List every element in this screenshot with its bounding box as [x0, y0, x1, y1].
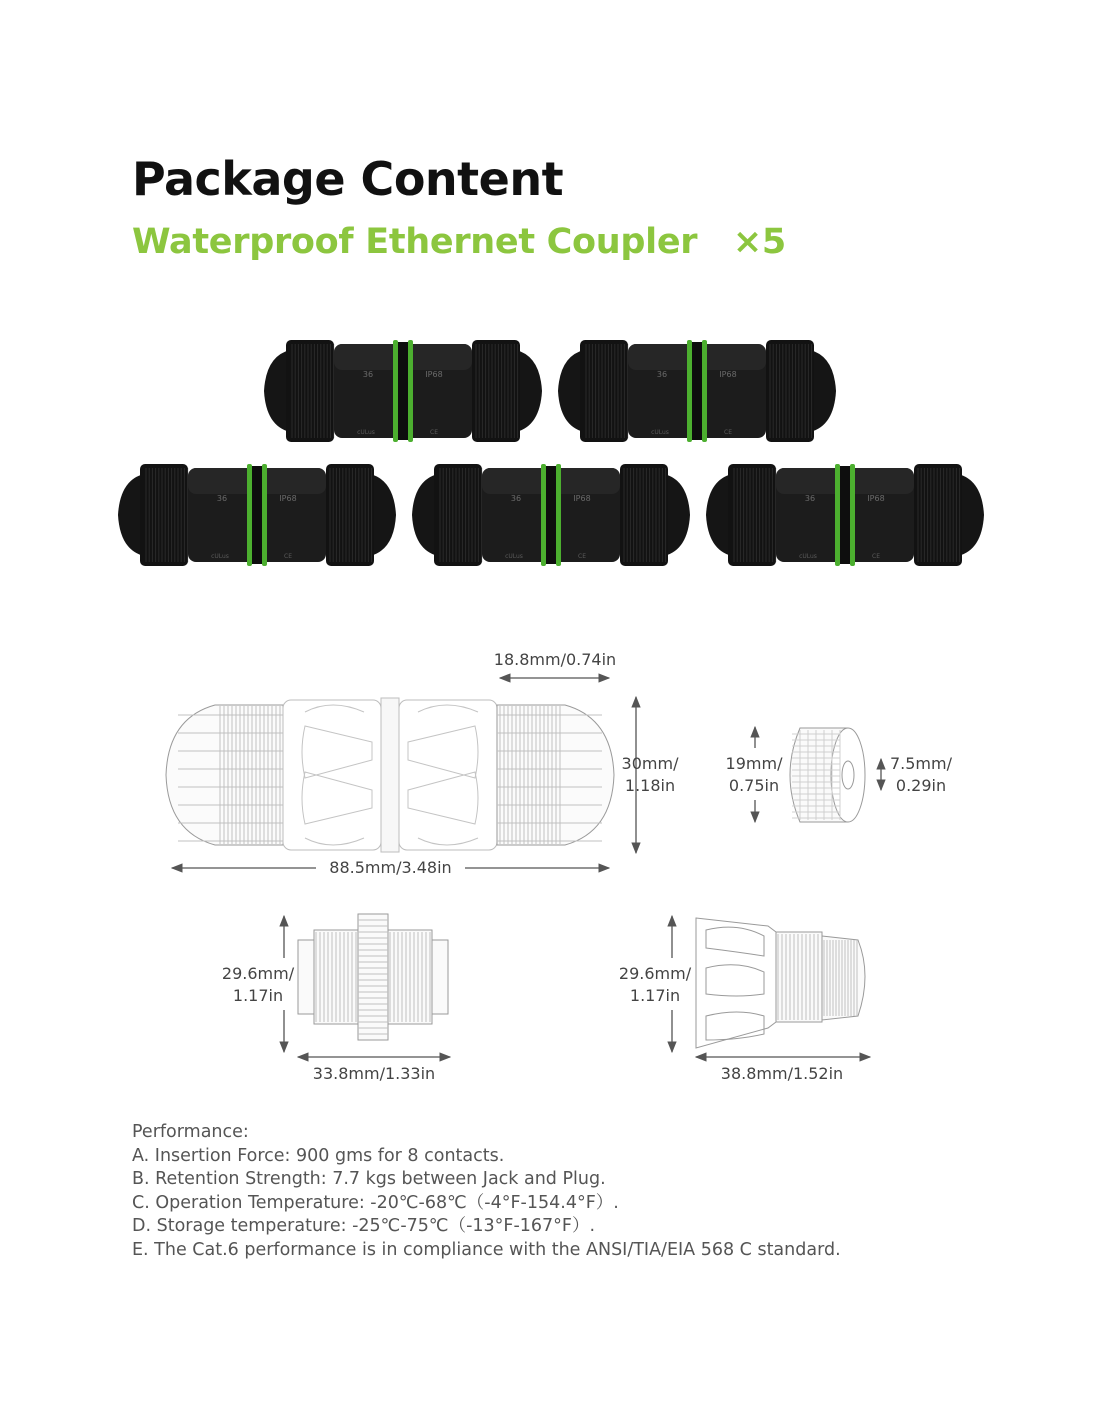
performance-item-c: C. Operation Temperature: -20℃-68℃（-4°F-154.4°F）.	[132, 1192, 619, 1213]
seal-height-label	[718, 753, 790, 797]
performance-item-a: A. Insertion Force: 900 gms for 8 contacts.	[132, 1145, 505, 1166]
core-length-label: 33.8mm/1.33in	[312, 1064, 436, 1083]
seal-hole-line1: 7.5mm/	[889, 754, 952, 773]
seal-height-line1: 19mm/	[725, 754, 783, 773]
seal-hole-line2: 0.29in	[895, 776, 947, 795]
coupler-label-left: 36	[656, 370, 668, 379]
coupler-label-bottom-left: cULus	[505, 553, 523, 560]
performance-item-d: D. Storage temperature: -25℃-75℃（-13°F-167°F）.	[132, 1216, 596, 1236]
coupler-label-right: IP68	[719, 370, 737, 379]
performance-section	[132, 1121, 841, 1262]
end-cap-drawing	[696, 918, 865, 1048]
core-height-line1: 29.6mm/	[221, 964, 295, 983]
coupler-label-bottom-right: CE	[284, 553, 292, 560]
coupler-label-bottom-left: cULus	[799, 553, 817, 560]
coupler-label-left: 36	[216, 494, 228, 503]
core-height-label	[214, 963, 302, 1007]
cap-length-label: 38.8mm/1.52in	[720, 1064, 844, 1083]
coupler-label-right: IP68	[573, 494, 591, 503]
performance-heading: Performance:	[132, 1122, 249, 1142]
body-height-line2: 1.18in	[624, 776, 676, 795]
coupler-label-bottom-left: cULus	[357, 429, 375, 436]
product-subtitle: Waterproof Ethernet Coupler ×5	[132, 222, 786, 262]
coupler-label-right: IP68	[425, 370, 443, 379]
seal-drawing	[790, 728, 865, 822]
page-title: Package Content	[132, 152, 564, 206]
seal-hole-label	[886, 753, 956, 797]
body-height-line1: 30mm/	[621, 754, 679, 773]
cap-height-label	[611, 963, 699, 1007]
performance-item-b: B. Retention Strength: 7.7 kgs between Jack and Plug.	[132, 1169, 606, 1189]
seal-height-line2: 0.75in	[728, 776, 780, 795]
body-height-label	[612, 753, 688, 797]
core-connector-drawing	[298, 914, 448, 1040]
cap-height-line2: 1.17in	[629, 986, 681, 1005]
coupler-label-right: IP68	[279, 494, 297, 503]
nut-width-label: 18.8mm/0.74in	[493, 650, 617, 669]
coupler-label-left: 36	[362, 370, 374, 379]
core-height-line2: 1.17in	[232, 986, 284, 1005]
coupler-label-bottom-right: CE	[430, 429, 438, 436]
performance-item-e: E. The Cat.6 performance is in compliance with the ANSI/TIA/EIA 568 C standard.	[132, 1239, 841, 1260]
coupler-label-bottom-right: CE	[578, 553, 586, 560]
cap-height-line1: 29.6mm/	[618, 964, 692, 983]
coupler-label-bottom-right: CE	[724, 429, 732, 436]
full-length-label: 88.5mm/3.48in	[329, 858, 452, 877]
coupler-label-bottom-left: cULus	[211, 553, 229, 560]
coupler-label-left: 36	[804, 494, 816, 503]
assembled-coupler-drawing	[166, 698, 614, 852]
coupler-label-left: 36	[510, 494, 522, 503]
coupler-label-bottom-right: CE	[872, 553, 880, 560]
coupler-label-bottom-left: cULus	[651, 429, 669, 436]
coupler-label-right: IP68	[867, 494, 885, 503]
